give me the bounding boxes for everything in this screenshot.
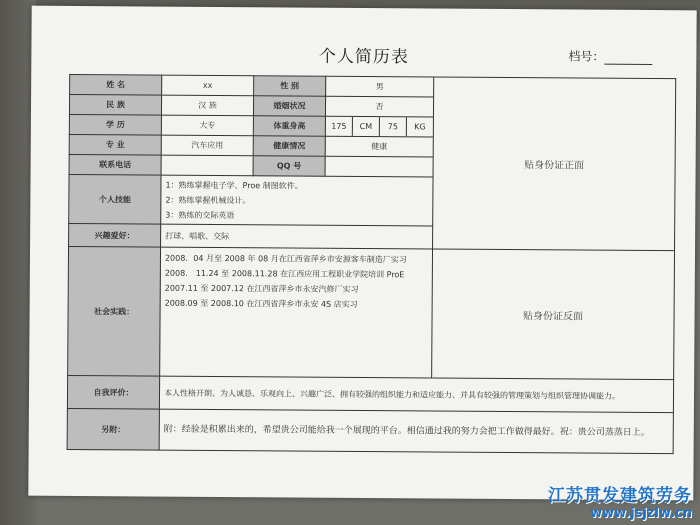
skill-item: 1：熟练掌握电子学、Proe 制图软件。 [165,180,303,191]
education-value: 大专 [161,115,253,136]
skills-label: 个人技能 [69,174,161,224]
watermark-url: www.jsjzlw.cn [590,506,692,521]
marital-label: 婚姻状况 [253,96,325,117]
practice-item: 2007.11 至 2007.12 在江西省萍乡市永安汽修厂实习 [164,283,359,294]
qq-value [325,156,433,177]
self-eval-label: 自我评价： [67,375,159,409]
self-eval-value: 本人性格开朗、为人诚恳、乐观向上、兴趣广泛、拥有较强的组织能力和适应能力、并具有较强的管理策划与组织管理协调能力。 [159,376,673,413]
health-value: 健康 [325,136,433,157]
body-label: 体重身高 [253,116,325,137]
row-self-eval [67,375,673,412]
practice-list [160,247,433,378]
phone-value [161,155,253,176]
gender-value: 男 [326,76,434,97]
phone-label: 联系电话 [69,154,161,175]
file-number-label: 档号： [568,49,605,64]
watermark-name: 江苏贯发建筑劳务 [548,486,692,506]
weight-unit: KG [406,117,433,136]
row-practice [68,246,675,379]
resume-paper [28,6,696,501]
id-front-area: 贴身份证正面 [433,77,676,251]
note-value: 附：经验是积累出来的，希望贵公司能给我一个展现的平台。相信通过我的努力会把工作做得最好。祝：贵公司蒸蒸日上。 [159,409,673,454]
note-label: 另附： [67,408,159,450]
gender-label: 性 别 [254,76,326,97]
skill-item: 3：熟练的交际英语 [165,210,235,220]
ethnic-value: 汉 族 [161,95,253,116]
practice-label: 社会实践： [68,246,161,376]
row-note [67,408,673,453]
id-back-area: 贴身份证反面 [432,249,675,380]
body-values [325,116,433,137]
marital-value: 否 [325,96,433,117]
practice-item: 2008． 11.24 至 2008.11.28 在江西应用工程职业学院培训 ProE [164,268,405,280]
major-value: 汽车应用 [161,135,253,156]
qq-label: QQ 号 [253,156,325,177]
height-value: 175 [331,121,347,131]
hobbies-value: 打球、唱歌、交际 [161,224,433,249]
major-label: 专 业 [69,134,161,155]
hobbies-label: 兴趣爱好： [69,223,161,247]
file-number-blank [604,52,652,65]
practice-item: 2008.09 至 2008.10 在江西省萍乡市永安 4S 店实习 [164,298,358,309]
skill-item: 2：熟练掌握机械设计。 [165,195,251,205]
practice-item: 2008．04 月至 2008 年 08 月在江西省萍乡市安源客车制造厂实习 [164,253,407,265]
education-label: 学 历 [69,114,161,135]
health-label: 健康情况 [253,136,325,157]
resume-table [67,74,677,454]
page-title: 个人简历表 [318,46,409,68]
name-label: 姓 名 [70,74,162,95]
watermark [548,481,692,521]
weight-value: 75 [379,117,406,136]
ethnic-label: 民 族 [69,94,161,115]
file-number [568,47,652,65]
skills-list [161,175,433,226]
name-value: xx [162,75,254,96]
height-unit: CM [352,117,379,136]
